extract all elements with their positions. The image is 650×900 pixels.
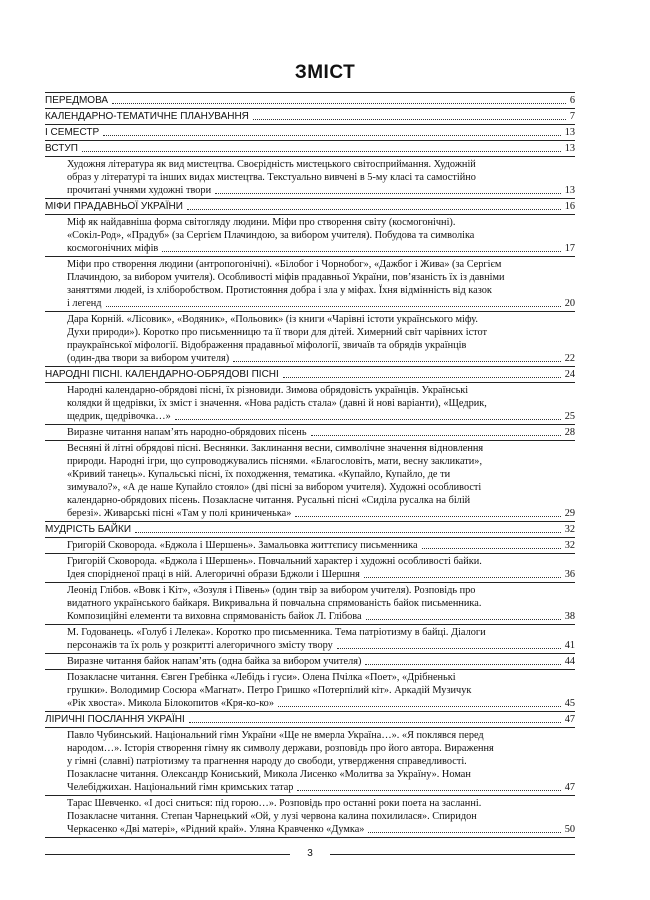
- entry-line: Павло Чубинський. Національний гімн України «Ще не вмерла Україна…». «Я поклявся перед: [67, 730, 484, 741]
- toc-entry: [45, 625, 575, 654]
- entry-line: зимувало?», «А де наше Купайло стояло» (дві пісні за вибором учителя). Художні особливості: [67, 482, 482, 493]
- entry-line: Дара Корній. «Лісовик», «Водяник», «Польовик» (із книги «Чарівні істоти українського міфу.: [67, 314, 478, 325]
- dot-leader: [422, 548, 561, 549]
- entry-page-number: 32: [564, 540, 575, 551]
- toc-entry: [45, 383, 575, 425]
- entry-last-text: щедрик, щедрівочка…»: [67, 411, 171, 422]
- section-title: ЛІРИЧНІ ПОСЛАННЯ УКРАЇНІ: [45, 714, 185, 725]
- entry-line: Міфи про створення людини (антропогонічні). «Білобог і Чорнобог», «Дажбог і Жива» (за Сергієм: [67, 259, 502, 270]
- entry-page-number: 36: [564, 569, 575, 580]
- entry-line: М. Годованець. «Голуб і Лелека». Коротко про письменника. Тема патріотизму в байці. Діалоги: [67, 627, 486, 638]
- dot-leader: [368, 832, 560, 833]
- entry-last-line: [67, 242, 575, 255]
- dot-leader: [295, 516, 560, 517]
- entry-last-line: [67, 184, 575, 197]
- entry-last-text: березі». Живарські пісні «Там у полі криниченька»: [67, 508, 292, 519]
- entry-page-number: 38: [564, 611, 575, 622]
- entry-last-text: і легенд: [67, 298, 102, 309]
- dot-leader: [253, 119, 566, 120]
- entry-last-line: [67, 655, 575, 668]
- toc-entry: [45, 257, 575, 312]
- entry-line: видатного українського байкаря. Викривальна й повчальна спрямованість байок письменника.: [67, 598, 482, 609]
- entry-last-text: Григорій Сковорода. «Бджола і Шершень». Замальовка життєпису письменника: [67, 540, 418, 551]
- entry-line: календарно-обрядових пісень. Позакласне читання. Русальні пісні «Сиділа русалка на білій: [67, 495, 471, 506]
- page-title: ЗМІСТ: [294, 62, 356, 83]
- dot-leader: [366, 619, 561, 620]
- dot-leader: [337, 648, 561, 649]
- entry-page-number: 45: [564, 698, 575, 709]
- entry-last-line: [67, 639, 575, 652]
- toc-entry: [45, 654, 575, 670]
- entry-last-text: (один-два твори за вибором учителя): [67, 353, 230, 364]
- section-title: ВСТУП: [45, 143, 78, 154]
- entry-last-text: Композиційні елементи та виховна спрямованість байок Л. Глібова: [67, 611, 362, 622]
- toc-section-heading: [45, 199, 575, 215]
- entry-last-text: прочитані учнями художні твори: [67, 185, 212, 196]
- entry-line: праукраїнської міфології. Відображення прадавньої міфології, звичаїв та обрядів українців: [67, 340, 467, 351]
- entry-line: Позакласне читання. Степан Чарнецький «Ой, у лузі червона калина похилилася». Спиридон: [67, 811, 477, 822]
- section-page-number: 47: [564, 714, 575, 725]
- entry-line: грушки». Володимир Сосюра «Магнат». Петро Гришко «Потерпілий кіт». Аркадій Музичук: [67, 685, 472, 696]
- page-footer: [45, 848, 575, 860]
- toc-section-heading: [45, 522, 575, 538]
- dot-leader: [112, 103, 566, 104]
- dot-leader: [162, 251, 560, 252]
- toc-entry: [45, 215, 575, 257]
- entry-last-text: «Рік хвоста». Микола Білокопитов «Кря-ко-ко»: [67, 698, 274, 709]
- section-page-number: 13: [564, 127, 575, 138]
- entry-last-line: [67, 610, 575, 623]
- entry-line: колядки й щедрівки, їх зміст і значення. «Нова радість стала» (давні й нові варіанти), «Щедрик,: [67, 398, 487, 409]
- toc-entry: [45, 441, 575, 522]
- dot-leader: [82, 151, 561, 152]
- entry-line: природи. Народні ігри, що супроводжувались піснями. «Благословіть, мати, весну закликати»,: [67, 456, 483, 467]
- entry-line: у гімні (славні) патріотизму та прагнення народу до свободи, утвердження справедливості.: [67, 756, 467, 767]
- dot-leader: [189, 722, 561, 723]
- section-title: І СЕМЕСТР: [45, 127, 100, 138]
- entry-last-line: [67, 410, 575, 423]
- entry-line: Тарас Шевченко. «І досі сниться: під горою…». Розповідь про останні роки поета на засланні.: [67, 798, 482, 809]
- dot-leader: [106, 306, 561, 307]
- entry-line: Міф як найдавніша форма світогляду людини. Міфи про створення світу (космогонічні).: [67, 217, 456, 228]
- page-number: 3: [307, 848, 313, 859]
- section-page-number: 16: [564, 201, 575, 212]
- entry-last-text: космогонічних міфів: [67, 243, 159, 254]
- toc-entry: [45, 554, 575, 583]
- toc-entry: [45, 728, 575, 796]
- dot-leader: [135, 532, 561, 533]
- entry-last-line: [67, 507, 575, 520]
- section-title: ПЕРЕДМОВА: [45, 95, 109, 106]
- table-of-contents: [45, 92, 575, 838]
- toc-section-heading: [45, 367, 575, 383]
- entry-last-line: [67, 568, 575, 581]
- entry-page-number: 17: [564, 243, 575, 254]
- entry-line: образ у літературі та інших видах мистецтва. Текстуально вивчені в 5-му класі та самостійно: [67, 172, 476, 183]
- section-page-number: 32: [564, 524, 575, 535]
- section-title: НАРОДНІ ПІСНІ. КАЛЕНДАРНО-ОБРЯДОВІ ПІСНІ: [45, 369, 279, 380]
- toc-section-heading: [45, 712, 575, 728]
- toc-entry: [45, 312, 575, 367]
- entry-line: Плачиндою, за вибором учителя). Особливості міфів прадавньої України, пов’язаність їх із давніми: [67, 272, 505, 283]
- footer-divider-left: [45, 854, 290, 855]
- entry-line: Позакласне читання. Олександр Кониський, Микола Лисенко «Молитва за Україну». Номан: [67, 769, 471, 780]
- entry-page-number: 13: [564, 185, 575, 196]
- entry-line: Леонід Глібов. «Вовк і Кіт», «Зозуля і Півень» (один твір за вибором учителя). Розповідь про: [67, 585, 476, 596]
- entry-last-line: [67, 426, 575, 439]
- entry-line: Весняні й літні обрядові пісні. Веснянки. Заклинання весни, символічне значення відновлення: [67, 443, 484, 454]
- entry-last-text: Челебіджихан. Національний гімн кримських татар: [67, 782, 294, 793]
- entry-page-number: 22: [564, 353, 575, 364]
- section-page-number: 13: [564, 143, 575, 154]
- entry-line: народом…». Історія створення гімну як символу держави, розповідь про його автора. Вираження: [67, 743, 494, 754]
- section-page-number: 6: [569, 95, 575, 106]
- dot-leader: [187, 209, 561, 210]
- entry-last-line: [67, 697, 575, 710]
- entry-page-number: 47: [564, 782, 575, 793]
- dot-leader: [364, 577, 561, 578]
- toc-entry: [45, 796, 575, 838]
- footer-divider-right: [330, 854, 575, 855]
- entry-page-number: 28: [564, 427, 575, 438]
- entry-last-line: [67, 297, 575, 310]
- entry-last-line: [67, 539, 575, 552]
- entry-line: Духи природи»). Коротко про письменницю та її твори для дітей. Химерний світ чарівних істот: [67, 327, 488, 338]
- dot-leader: [297, 790, 560, 791]
- toc-entry: [45, 538, 575, 554]
- entry-page-number: 50: [564, 824, 575, 835]
- entry-page-number: 44: [564, 656, 575, 667]
- dot-leader: [283, 377, 561, 378]
- entry-page-number: 25: [564, 411, 575, 422]
- entry-line: «Кривий танець». Купальські пісні, їх походження, тематика. «Купайло, Купайло, де ти: [67, 469, 451, 480]
- dot-leader: [175, 419, 561, 420]
- entry-page-number: 29: [564, 508, 575, 519]
- toc-section-heading: [45, 109, 575, 125]
- entry-last-line: [67, 823, 575, 836]
- section-title: МІФИ ПРАДАВНЬОЇ УКРАЇНИ: [45, 201, 183, 212]
- entry-last-line: [67, 352, 575, 365]
- section-page-number: 7: [569, 111, 575, 122]
- dot-leader: [278, 706, 561, 707]
- entry-line: Народні календарно-обрядові пісні, їх різновиди. Зимова обрядовість українців. Українські: [67, 385, 469, 396]
- section-title: КАЛЕНДАРНО-ТЕМАТИЧНЕ ПЛАНУВАННЯ: [45, 111, 249, 122]
- dot-leader: [103, 135, 561, 136]
- section-title: МУДРІСТЬ БАЙКИ: [45, 524, 132, 535]
- entry-line: Художня література як вид мистецтва. Своєрідність мистецького світосприймання. Художній: [67, 159, 476, 170]
- entry-page-number: 20: [564, 298, 575, 309]
- entry-line: Григорій Сковорода. «Бджола і Шершень». Повчальний характер і художні особливості байки.: [67, 556, 482, 567]
- entry-last-text: Ідея спорідненої праці в ній. Алегоричні образи Бджоли і Шершня: [67, 569, 360, 580]
- dot-leader: [365, 664, 560, 665]
- entry-last-text: персонажів та їх роль у розкритті алегоричного змісту твору: [67, 640, 333, 651]
- toc-section-heading: [45, 125, 575, 141]
- toc-entry: [45, 583, 575, 625]
- dot-leader: [311, 435, 561, 436]
- toc-entry: [45, 157, 575, 199]
- toc-entry: [45, 670, 575, 712]
- entry-line: «Сокіл-Род», «Прадуб» (за Сергієм Плачиндою, за вибором учителя). Побудова та символіка: [67, 230, 475, 241]
- entry-last-text: Виразне читання байок напам’ять (одна байка за вибором учителя): [67, 656, 362, 667]
- entry-last-line: [67, 781, 575, 794]
- section-page-number: 24: [564, 369, 575, 380]
- toc-section-heading: [45, 141, 575, 157]
- dot-leader: [233, 361, 561, 362]
- toc-entry: [45, 425, 575, 441]
- entry-last-text: Черкасенко «Дві матері», «Рідний край». Уляна Кравченко «Думка»: [67, 824, 365, 835]
- entry-line: Позакласне читання. Євген Гребінка «Лебідь і гуси». Олена Пчілка «Поет», «Дрібненькі: [67, 672, 456, 683]
- entry-last-text: Виразне читання напам’ять народно-обрядових пісень: [67, 427, 307, 438]
- toc-section-heading: [45, 92, 575, 109]
- entry-line: заняттями людей, із хліборобством. Протистояння добра і зла у міфах. Їхня відмінність від казок: [67, 285, 492, 296]
- entry-page-number: 41: [564, 640, 575, 651]
- dot-leader: [215, 193, 561, 194]
